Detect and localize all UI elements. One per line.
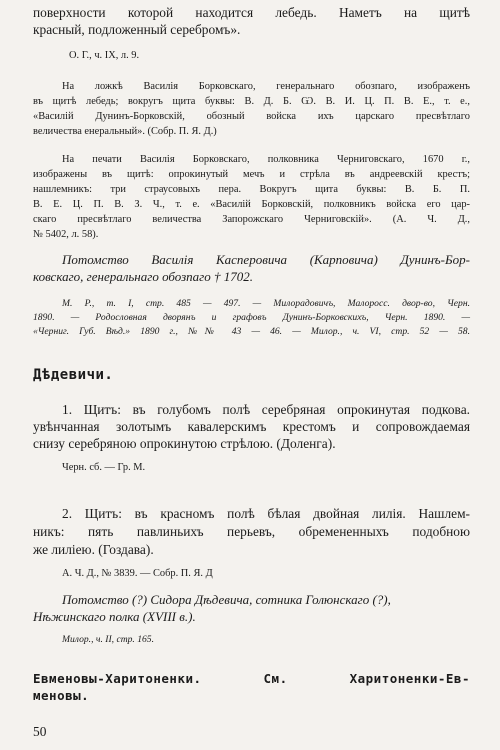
lineage-line: Потомство (?) Сидора Дѣдевича, сотника Голюнскаго (?), [62,592,391,607]
source-reference: Черн. сб. — Гр. М. [62,462,146,473]
text-line: № 5402, л. 58). [33,229,99,240]
lineage-line: Потомство Василія Касперовича (Карповича) Дунинъ-Бор- [62,252,470,267]
source-reference: А. Ч. Д., № 3839. — Собр. П. Я. Д [62,568,213,579]
text-line: изображены въ щитѣ: опрокинутый мечъ и стрѣла въ андреевскій крестъ; [33,169,470,180]
text-line: 1. Щитъ: въ голубомъ полѣ серебряная опрокинутая подкова. [62,402,470,417]
reference-line: 1890. — Родословная дворянъ и графовъ Дунинъ-Борковскихъ, Черн. 1890. — [33,312,470,323]
text-line: На печати Василія Борковскаго, полковника Черниговскаго, 1670 г., [62,154,470,165]
text-line: поверхности которой находится лебедь. Наметъ на щитѣ [33,5,470,20]
section-heading: Дѣдевичи. [33,367,114,383]
reference-line: «Черниг. Губ. Вѣд.» 1890 г., №№ 43 — 46. — Милор., ч. VI, стр. 52 — 58. [33,326,470,337]
text-line: увѣнчанная золотымъ кавалерскимъ крестомъ и сопровождаемая [33,419,470,434]
page-number: 50 [33,724,47,739]
text-line: На ложкѣ Василія Борковскаго, генеральнаго обозпаго, изображенъ [62,81,470,92]
cross-reference-heading: меновы. [33,688,90,703]
text-line: красный, подложенный серебромъ». [33,22,241,37]
lineage-line: Нѣжинскаго полка (XVIII в.). [33,609,196,624]
lineage-line: ковскаго, генеральнаго обозпаго † 1702. [33,269,253,284]
text-line: никъ: пять павлиньихъ перьевъ, обремененныхъ подобною [33,524,470,539]
text-line: скаго пресвѣтлаго величества Запорожскаго Черниговскій». (А. Ч. Д., [33,214,470,225]
reference-line: М. Р., т. I, стр. 485 — 497. — Милорадовичъ, Малоросс. двор-во, Черн. [62,298,470,309]
text-line: же лиліею. (Гоздава). [33,542,154,557]
source-reference: О. Г., ч. IX, л. 9. [69,50,140,61]
text-line: 2. Щитъ: въ красномъ полѣ бѣлая двойная лилія. Нашлем- [62,506,470,521]
text-line: снизу серебряною опрокинутою стрѣлою. (Доленга). [33,436,336,451]
text-line: величества енеральный». (Собр. П. Я. Д.) [33,126,217,137]
reference-line: Милор., ч. II, стр. 165. [62,634,155,645]
text-line: нашлемникъ: три страусовыхъ пера. Вокругъ щита буквы: В. Б. П. [33,184,470,195]
text-line: «Василій Дунинъ-Борковскій, обозный войска ихъ царскаго пресвѣтлаго [33,111,470,122]
cross-reference-heading: Евменовы-Харитоненки. См. Харитоненки-Ев- [33,671,470,686]
text-line: В. Е. Ц. П. В. З. Ч., т. е. «Василій Борковскій, полковникъ войска его цар- [33,199,470,210]
text-line: въ щитѣ лебедь; вокругъ щита буквы: В. Д. Б. Ѡ. В. И. Ц. П. В. Е., т. е., [33,96,470,107]
